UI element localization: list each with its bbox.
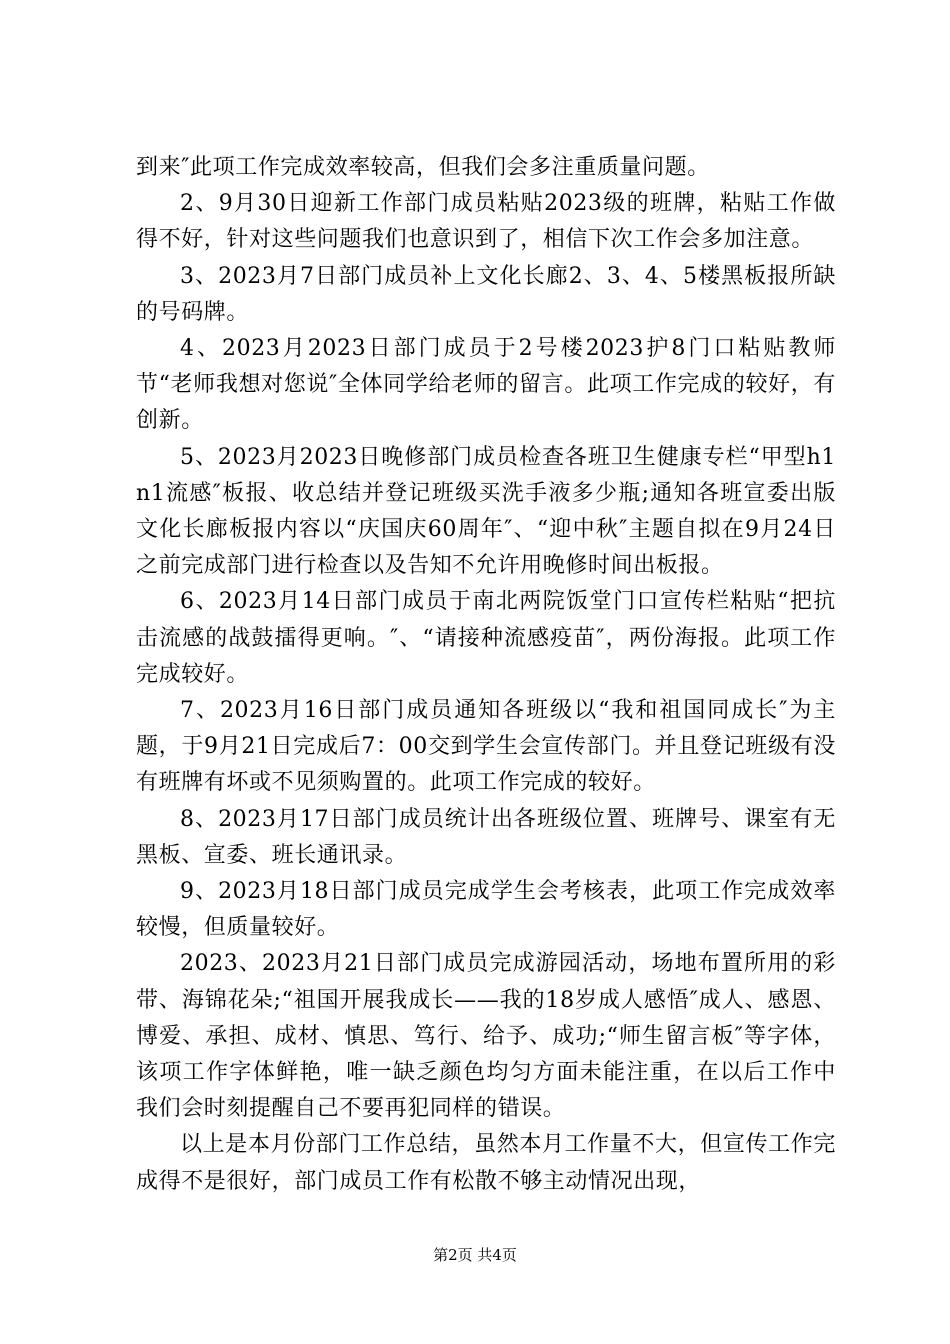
paragraph-item-2: 2、9月30日迎新工作部门成员粘贴2023级的班牌，粘贴工作做得不好，针对这些问题我们也意识到了，相信下次工作会多加注意。 [136,191,836,253]
paragraph-item-3: 3、2023月7日部门成员补上文化长廊2、3、4、5楼黑板报所缺的号码牌。 [136,263,836,325]
paragraph-item-6: 6、2023月14日部门成员于南北两院饭堂门口宣传栏粘贴“把抗击流感的战鼓擂得更响。″、“请接种流感疫苗″，两份海报。此项工作完成较好。 [136,589,836,687]
paragraph-item-8: 8、2023月17日部门成员统计出各班级位置、班牌号、课室有无黑板、宣委、班长通讯录。 [136,806,836,868]
paragraph-continuation: 到来″此项工作完成效率较高，但我们会多注重质量问题。 [136,155,710,180]
paragraph-item-4: 4、2023月2023日部门成员于2号楼2023护8门口粘贴教师节“老师我想对您说″全体同学给老师的留言。此项工作完成的较好，有创新。 [136,336,836,434]
document-body [136,150,836,1200]
paragraph-item-10: 2023、2023月21日部门成员完成游园活动，场地布置所用的彩带、海锦花朵;“祖国开展我成长——我的18岁成人感悟″成人、感恩、博爱、承担、成材、慎思、笃行、给予、成功;“师生留言板″等字体，该项工作字体鲜艳，唯一缺乏颜色均匀方面未能注重，在以后工作中我们会时刻提醒自己不要再犯同样的错误。 [136,951,836,1122]
paragraph-item-9: 9、2023月18日部门成员完成学生会考核表，此项工作完成效率较慢，但质量较好。 [136,879,836,941]
page-footer: 第2页 共4页 [433,1246,517,1264]
paragraph-item-7: 7、2023月16日部门成员通知各班级以“我和祖国同成长″为主题，于9月21日完成后7：00交到学生会宣传部门。并且登记班级有没有班牌有坏或不见须购置的。此项工作完成的较好。 [136,698,836,796]
paragraph-item-5: 5、2023月2023日晚修部门成员检查各班卫生健康专栏“甲型h1n1流感″板报、收总结并登记班级买洗手液多少瓶;通知各班宣委出版文化长廊板报内容以“庆国庆60周年″、“迎中秋″主题自拟在9月24日之前完成部门进行检查以及告知不允许用晚修时间出板报。 [136,444,836,579]
paragraph-summary: 以上是本月份部门工作总结，虽然本月工作量不大，但宣传工作完成得不是很好，部门成员工作有松散不够主动情况出现， [136,1132,836,1194]
